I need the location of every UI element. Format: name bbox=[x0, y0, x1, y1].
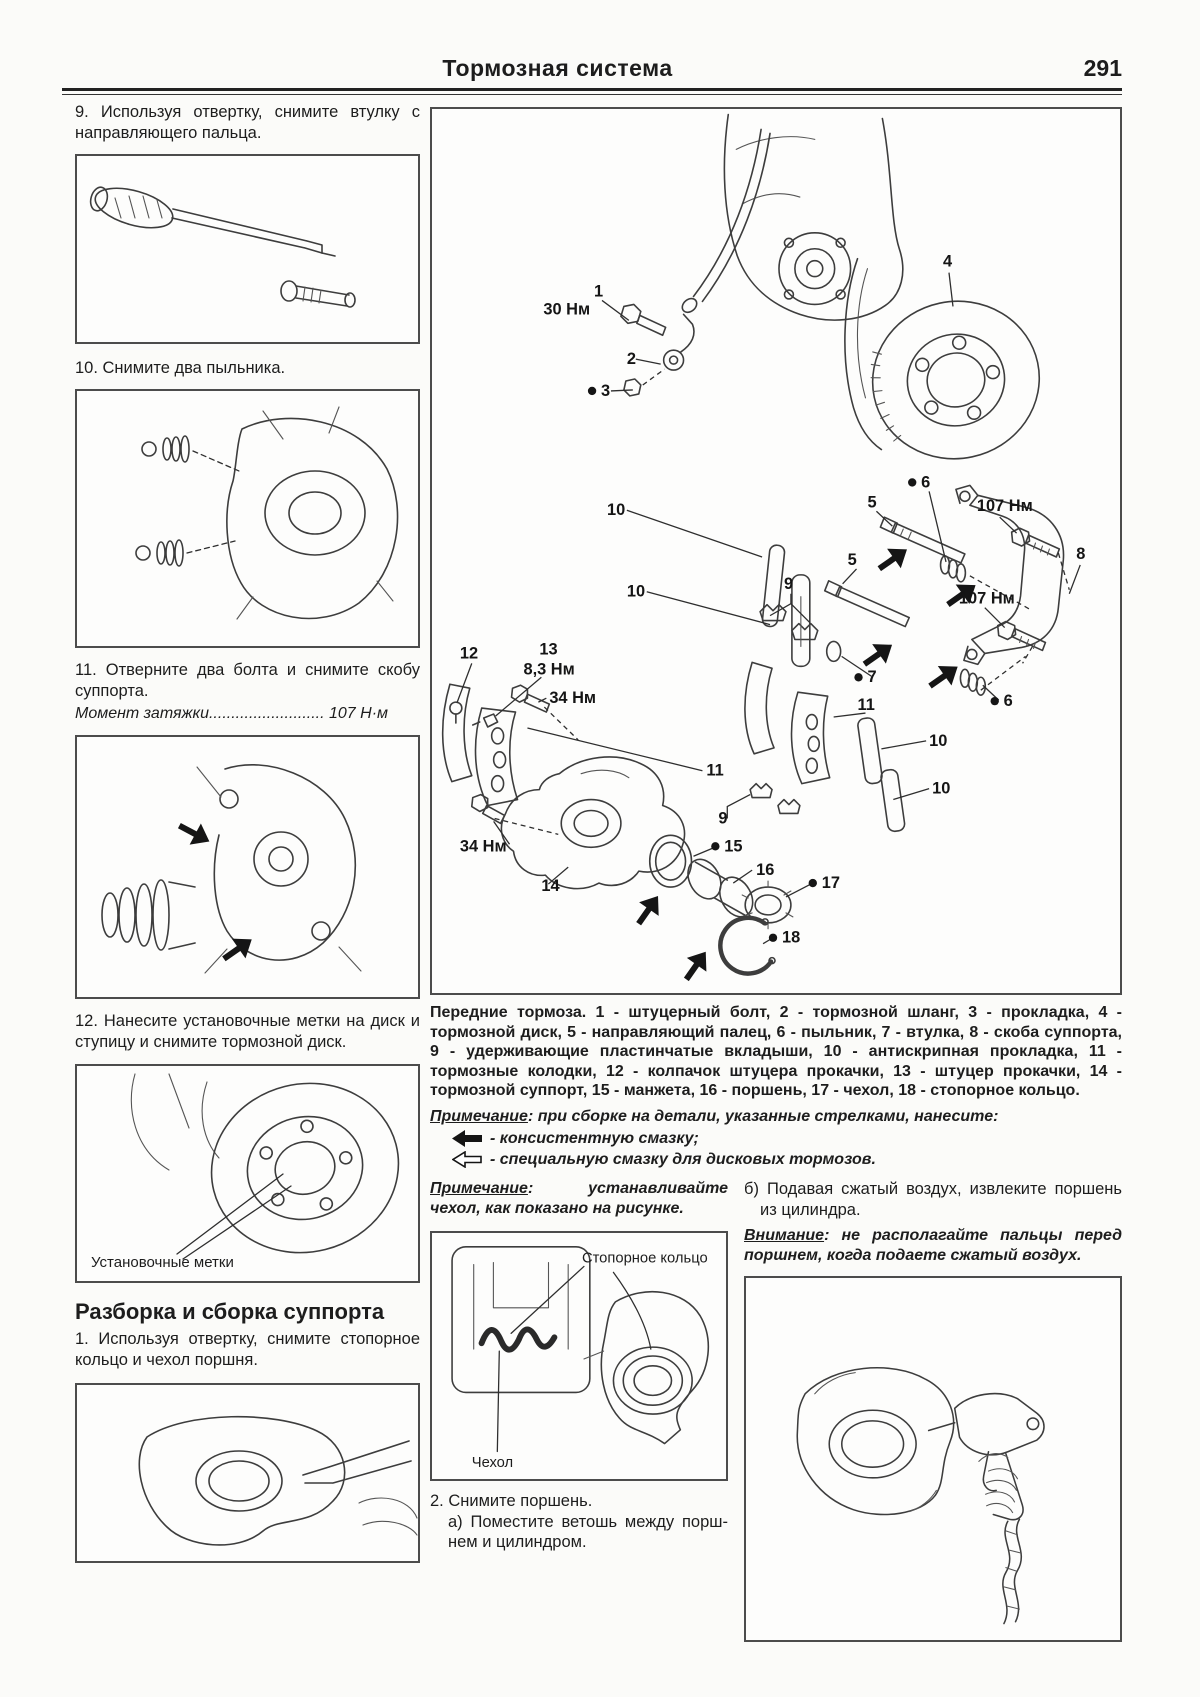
caliper-pliers-drawing bbox=[77, 1385, 418, 1561]
bracket-bolts-drawing bbox=[77, 737, 418, 997]
svg-text:1: 1 bbox=[594, 282, 604, 301]
legend-disc-grease bbox=[452, 1151, 1122, 1169]
figure-boot-install bbox=[430, 1231, 728, 1481]
svg-text:6: 6 bbox=[921, 473, 931, 492]
svg-text:3: 3 bbox=[601, 381, 611, 400]
step-10-text: 10. Снимите два пыльника. bbox=[75, 358, 286, 377]
svg-text:9: 9 bbox=[718, 809, 728, 828]
assembly-note-text: : при сборке на детали, указанные стрелками, нанесите: bbox=[527, 1107, 999, 1125]
svg-text:34 Нм: 34 Нм bbox=[549, 689, 597, 708]
step-11-torque: Момент затяжки.......................... 107 Н·м bbox=[75, 704, 388, 722]
piston-seal-drawing bbox=[650, 835, 793, 973]
header-rule bbox=[62, 88, 1122, 91]
figure-step10-boots bbox=[75, 389, 420, 648]
screwdriver-bushing-drawing bbox=[77, 156, 418, 342]
outline-arrow-icon bbox=[452, 1151, 482, 1168]
svg-text:5: 5 bbox=[867, 493, 877, 512]
caliper-boots-drawing bbox=[77, 391, 418, 646]
legend-grease bbox=[452, 1130, 1122, 1148]
snap-ring-label: Стопорное кольцо bbox=[581, 1250, 708, 1267]
warning-text: : не располагайте пальцы перед поршнем, когда подаете сжатый воздух. bbox=[744, 1227, 1122, 1265]
page-number: 291 bbox=[1083, 55, 1122, 81]
svg-text:9: 9 bbox=[783, 574, 794, 593]
front-brakes-exploded-drawing bbox=[432, 109, 1120, 993]
boot-install-drawing bbox=[432, 1233, 726, 1479]
warning-label: Внимание bbox=[744, 1227, 825, 1245]
svg-text:34 Нм: 34 Нм bbox=[459, 837, 507, 856]
svg-text:7: 7 bbox=[867, 668, 877, 687]
svg-text:8: 8 bbox=[1076, 544, 1086, 563]
figure-step12-disc-marks bbox=[75, 1064, 420, 1283]
boot-note-text: : устанавливайте чехол, как показано на рисунке. bbox=[430, 1179, 728, 1217]
header-rule-thin bbox=[62, 94, 1122, 95]
svg-text:10: 10 bbox=[932, 779, 951, 798]
svg-text:16: 16 bbox=[756, 861, 775, 880]
step-9-text: 9. Используя отвертку, снимите втулку с направляющего пальца. bbox=[75, 103, 420, 142]
left-column bbox=[75, 102, 420, 1563]
bottom-right-column bbox=[744, 1179, 1122, 1643]
solid-arrow-icon bbox=[452, 1130, 482, 1147]
step-2a-text: а) Поместите ветошь между поршнем и цилиндром. bbox=[448, 1512, 728, 1552]
svg-text:5: 5 bbox=[847, 550, 857, 569]
knuckle-hub-drawing bbox=[724, 115, 902, 450]
svg-text:18: 18 bbox=[781, 928, 801, 947]
figure-step9-screwdriver bbox=[75, 154, 420, 344]
disc-marks-drawing bbox=[77, 1066, 418, 1281]
step-11-text: 11. Отверните два болта и снимите скобу суппорта. bbox=[75, 660, 420, 700]
svg-text:14: 14 bbox=[541, 877, 560, 896]
svg-text:11: 11 bbox=[706, 761, 724, 780]
svg-text:2: 2 bbox=[626, 350, 636, 369]
svg-text:4: 4 bbox=[943, 252, 953, 271]
figure-front-brakes-exploded bbox=[430, 107, 1122, 995]
brake-pads-drawing bbox=[443, 662, 830, 805]
page-title: Тормозная система bbox=[442, 55, 673, 81]
svg-text:10: 10 bbox=[626, 582, 646, 601]
svg-text:10: 10 bbox=[606, 501, 626, 520]
diagram-caption: Передние тормоза. 1 - штуцерный болт, 2 - тормозной шланг, 3 - прокладка, 4 - тормозной диск, 5 - направляющий палец, 6 - пыльник, 7 - втулка, 8 - скоба суппорта, 9 - удерживающие пластинчатые вкладыши, 10 - антискрипная прокладка, 11 - тормозные колодки, 12 - колпачок штуцера прокачки, 13 - штуцер прокачки, 14 - тормозной суппорт, 15 - манжета, 16 - поршень, 17 - чехол, 18 - стопорное кольцо. bbox=[430, 1004, 1122, 1100]
svg-text:15: 15 bbox=[724, 837, 743, 856]
boot-label: Чехол bbox=[471, 1454, 514, 1471]
right-column bbox=[430, 107, 1122, 1642]
svg-text:11: 11 bbox=[857, 696, 875, 715]
svg-text:8,3 Нм: 8,3 Нм bbox=[523, 660, 575, 679]
brake-disc-drawing bbox=[858, 286, 1054, 474]
bottom-left-column bbox=[430, 1179, 728, 1643]
grease-arrows bbox=[626, 540, 983, 987]
svg-text:107 Нм: 107 Нм bbox=[958, 589, 1015, 608]
compressed-air-drawing bbox=[746, 1278, 1120, 1640]
figure-snapring-pliers bbox=[75, 1383, 420, 1563]
svg-text:17: 17 bbox=[821, 874, 840, 893]
disassembly-step1-text: 1. Используя отвертку, снимите стопорное кольцо и чехол поршня. bbox=[75, 1330, 420, 1370]
brake-hose-drawing bbox=[621, 129, 770, 395]
figure12-label: Установочные метки bbox=[91, 1254, 234, 1272]
svg-text:107 Нм: 107 Нм bbox=[976, 497, 1033, 516]
assembly-note bbox=[430, 1107, 1122, 1169]
assembly-note-label: Примечание bbox=[430, 1107, 528, 1125]
svg-text:10: 10 bbox=[929, 731, 948, 750]
legend-disc-grease-label: - специальную смазку для дисковых тормозов. bbox=[490, 1150, 876, 1168]
step-2-text: 2. Снимите поршень. bbox=[430, 1491, 593, 1510]
legend-grease-label: - консистентную смазку; bbox=[490, 1129, 699, 1147]
figure-step11-bracket-bolts bbox=[75, 735, 420, 999]
svg-text:13: 13 bbox=[539, 640, 558, 659]
section-title: Разборка и сборка суппорта bbox=[75, 1299, 385, 1325]
diagram-callouts bbox=[460, 253, 1086, 947]
step-12-text: 12. Нанесите установочные метки на диск и ступицу и снимите тормозной диск. bbox=[75, 1011, 420, 1051]
svg-text:30 Нм: 30 Нм bbox=[543, 300, 591, 319]
svg-text:12: 12 bbox=[459, 644, 479, 663]
step-b-text: б) Подавая сжатый воздух, извлеките поршень из цилиндра. bbox=[744, 1179, 1122, 1219]
svg-text:6: 6 bbox=[1003, 692, 1013, 711]
boot-note-label: Примечание bbox=[430, 1179, 528, 1197]
figure-compressed-air bbox=[744, 1276, 1122, 1642]
